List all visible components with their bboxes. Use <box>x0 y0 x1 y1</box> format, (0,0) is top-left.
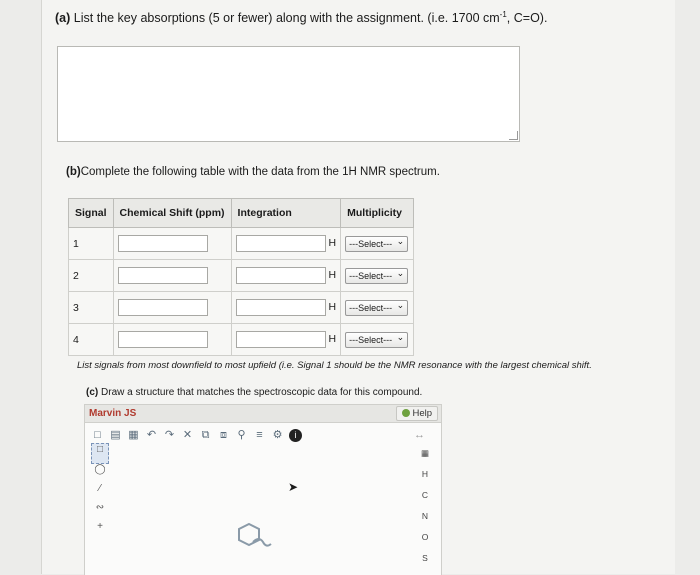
zoom-icon[interactable]: ⚲ <box>237 429 246 441</box>
ordering-note: List signals from most downfield to most upfield (i.e. Signal 1 should be the NMR resonance with the largest chemical shift. <box>77 360 592 371</box>
erase-tool-icon[interactable]: ◯ <box>94 464 106 475</box>
copy-icon[interactable]: ⧉ <box>201 429 210 441</box>
multiplicity-select[interactable]: ---Select--- ⌄ <box>345 268 408 284</box>
info-icon[interactable]: i <box>289 429 302 442</box>
periodic-table-icon[interactable]: ▦ <box>420 448 430 458</box>
integration-cell <box>231 228 341 260</box>
chemical-shift-input[interactable] <box>118 267 208 284</box>
help-icon <box>402 409 410 417</box>
table-row <box>69 260 414 292</box>
shift-cell <box>113 228 231 260</box>
hand-draw-icon <box>235 520 275 558</box>
open-file-icon[interactable]: ▤ <box>110 429 121 441</box>
mouse-cursor-icon: ➤ <box>288 480 299 494</box>
multiplicity-select[interactable]: ---Select--- ⌄ <box>345 236 408 252</box>
shift-cell <box>113 260 231 292</box>
marvin-title: Marvin JS <box>85 405 441 423</box>
integration-cell <box>231 292 341 324</box>
nmr-table <box>68 198 414 356</box>
h-label: H <box>328 333 337 346</box>
multiplicity-select[interactable]: ---Select--- ⌄ <box>345 332 408 348</box>
question-a-label: (a) <box>55 11 71 26</box>
new-document-icon[interactable]: □ <box>94 429 101 441</box>
resize-grip-icon[interactable] <box>509 131 518 140</box>
signal-number: 3 <box>69 292 114 324</box>
question-c-text: Draw a structure that matches the spectroscopic data for this compound. <box>101 387 423 398</box>
multiplicity-cell <box>341 292 414 324</box>
chemical-shift-input[interactable] <box>118 331 208 348</box>
question-b-text: Complete the following table with the data from the 1H NMR spectrum. <box>80 166 440 178</box>
multiplicity-cell <box>341 260 414 292</box>
question-c-label: (c) <box>86 387 99 398</box>
header-signal: Signal <box>69 199 114 228</box>
atom-c-button[interactable]: C <box>421 490 429 500</box>
h-label: H <box>328 269 337 282</box>
multiplicity-select[interactable]: ---Select--- ⌄ <box>345 300 408 316</box>
question-c <box>86 387 422 398</box>
integration-input[interactable] <box>236 235 326 252</box>
question-b <box>66 166 440 178</box>
atom-o-button[interactable]: O <box>421 532 429 542</box>
paste-icon[interactable]: ⧈ <box>220 429 227 441</box>
atom-palette <box>415 443 435 569</box>
question-a <box>55 10 547 25</box>
table-row <box>69 292 414 324</box>
select-tool-icon[interactable]: □ <box>91 443 109 464</box>
integration-input[interactable] <box>236 267 326 284</box>
marvin-toolbar <box>91 429 425 442</box>
integration-input[interactable] <box>236 331 326 348</box>
chemical-shift-input[interactable] <box>118 235 208 252</box>
shift-cell <box>113 324 231 356</box>
help-label: Help <box>412 408 432 419</box>
nmr-table-header <box>69 199 414 228</box>
question-a-text: List the key absorptions (5 or fewer) along with the assignment. (i.e. 1700 cm <box>73 11 500 26</box>
save-icon[interactable]: ▦ <box>128 429 139 441</box>
atom-s-button[interactable]: S <box>422 553 428 563</box>
charge-plus-icon[interactable]: + <box>97 521 103 532</box>
question-b-label: (b) <box>66 166 81 178</box>
help-button[interactable] <box>396 406 438 421</box>
h-label: H <box>328 301 337 314</box>
redo-icon[interactable]: ↷ <box>164 429 175 441</box>
shift-cell <box>113 292 231 324</box>
signal-number: 2 <box>69 260 114 292</box>
header-integration: Integration <box>231 199 341 228</box>
delete-icon[interactable]: ✕ <box>182 429 193 441</box>
bond-tool-icon[interactable]: ⁄ <box>99 483 101 494</box>
signal-number: 1 <box>69 228 114 260</box>
atom-h-button[interactable]: H <box>421 469 429 479</box>
integration-input[interactable] <box>236 299 326 316</box>
h-label: H <box>328 237 337 250</box>
multiplicity-cell <box>341 228 414 260</box>
header-chemical-shift: Chemical Shift (ppm) <box>113 199 231 228</box>
2d-clean-icon[interactable]: ≡ <box>256 429 263 441</box>
absorption-answer-textarea[interactable] <box>57 46 520 142</box>
settings-icon[interactable]: ⚙ <box>272 429 283 441</box>
table-row <box>69 228 414 260</box>
table-row <box>69 324 414 356</box>
question-a-sup: -1 <box>499 10 507 19</box>
undo-icon[interactable]: ↶ <box>146 429 157 441</box>
chain-tool-icon[interactable]: ∾ <box>95 502 105 513</box>
multiplicity-cell <box>341 324 414 356</box>
header-multiplicity: Multiplicity <box>341 199 414 228</box>
integration-cell <box>231 324 341 356</box>
expand-icon[interactable]: ↔ <box>414 429 425 441</box>
chemical-shift-input[interactable] <box>118 299 208 316</box>
signal-number: 4 <box>69 324 114 356</box>
question-a-tail: , C=O). <box>506 11 548 26</box>
atom-n-button[interactable]: N <box>421 511 429 521</box>
marvin-left-toolbar <box>91 443 109 540</box>
integration-cell <box>231 260 341 292</box>
